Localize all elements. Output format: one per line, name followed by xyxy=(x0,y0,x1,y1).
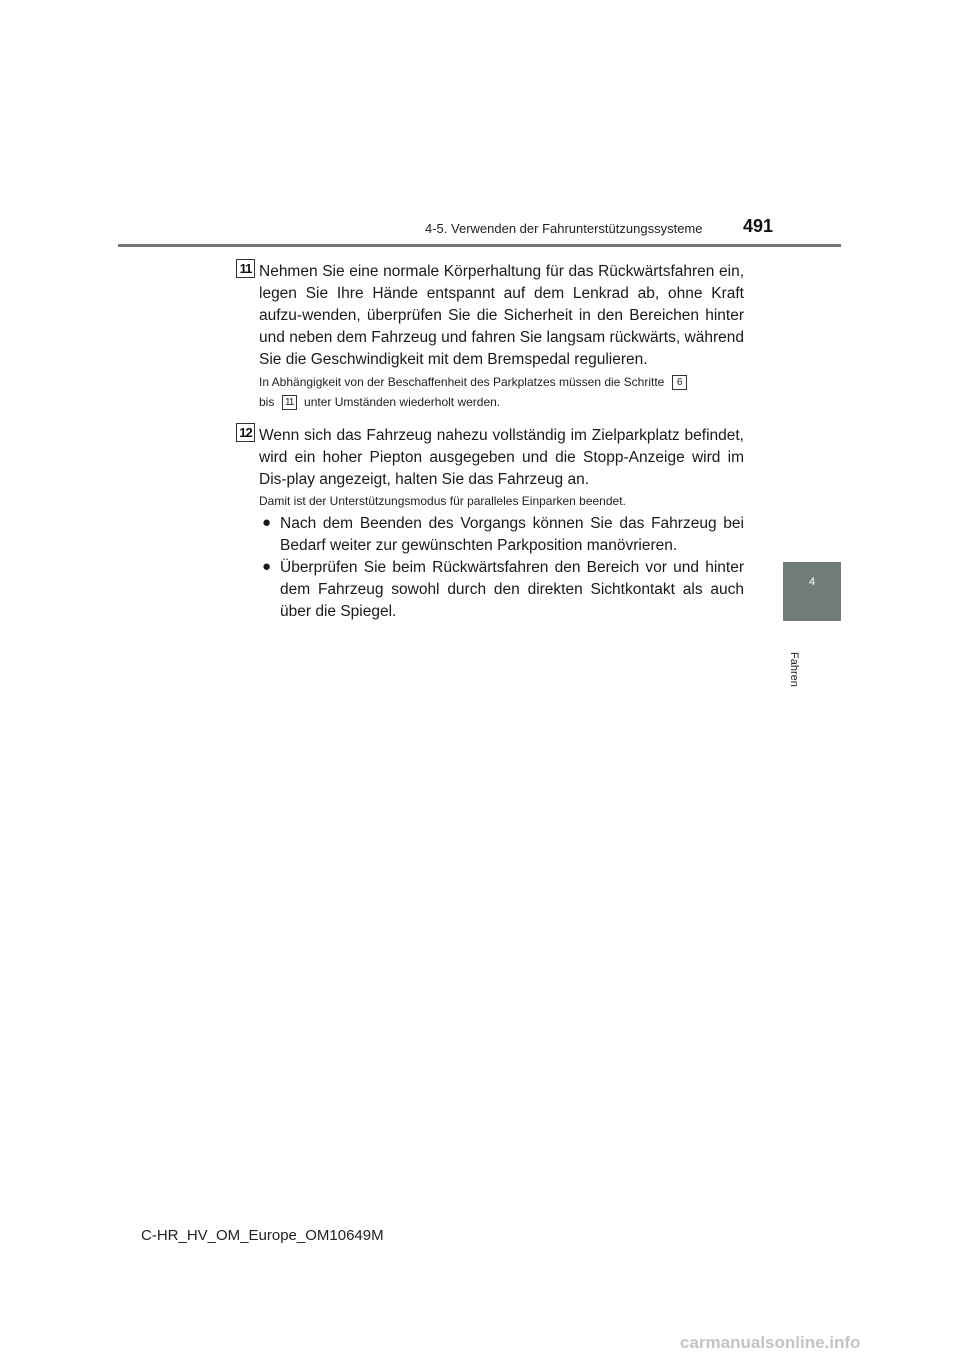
bullet-icon: ● xyxy=(262,558,272,575)
step-12-badge: 12 xyxy=(236,423,255,442)
bullet-item-2: Überprüfen Sie beim Rückwärtsfahren den Bereich vor und hinter dem Fahrzeug sowohl durch den direkten Sichtkontakt als auch über die Spiegel. xyxy=(280,559,744,620)
section-title: 4-5. Verwenden der Fahrunterstützungssysteme xyxy=(425,221,703,236)
step-ref-6-badge: 6 xyxy=(672,375,687,390)
step-ref-11-badge: 11 xyxy=(282,395,297,410)
note-text-part2: bis xyxy=(259,395,275,409)
page-number: 491 xyxy=(743,216,774,236)
chapter-tab xyxy=(783,562,841,621)
step-11-note xyxy=(259,372,744,412)
step-12-note: Damit ist der Unterstützungsmodus für paralleles Einparken beendet. xyxy=(259,494,626,508)
step-11-text: Nehmen Sie eine normale Körperhaltung für das Rückwärtsfahren ein, legen Sie Ihre Hände entspannt auf dem Lenkrad ab, ohne Kraft aufzu-wenden, überprüfen Sie die Sicherheit in den Bereichen hinter und neben dem Fahrzeug und fahren Sie langsam rückwärts, während Sie die Geschwindigkeit mit dem Bremspedal regulieren. xyxy=(259,263,744,368)
bullet-item-1: Nach dem Beenden des Vorgangs können Sie das Fahrzeug bei Bedarf weiter zur gewünschten Parkposition manövrieren. xyxy=(280,515,744,554)
document-id: C-HR_HV_OM_Europe_OM10649M xyxy=(141,1227,384,1244)
chapter-number: 4 xyxy=(808,576,816,588)
bullet-icon: ● xyxy=(262,514,272,531)
step-12-text: Wenn sich das Fahrzeug nahezu vollständig im Zielparkplatz befindet, wird ein hoher Piepton ausgegeben und die Stopp-Anzeige wird im Dis-play angezeigt, halten Sie das Fahrzeug an. xyxy=(259,427,744,488)
watermark: carmanualsonline.info xyxy=(680,1333,861,1352)
note-text-part1: In Abhängigkeit von der Beschaffenheit des Parkplatzes müssen die Schritte xyxy=(259,375,665,389)
step-11-badge: 11 xyxy=(236,259,255,278)
chapter-label: Fahren xyxy=(788,652,800,687)
note-text-part3: unter Umständen wiederholt werden. xyxy=(304,395,501,409)
header-divider xyxy=(118,244,841,247)
